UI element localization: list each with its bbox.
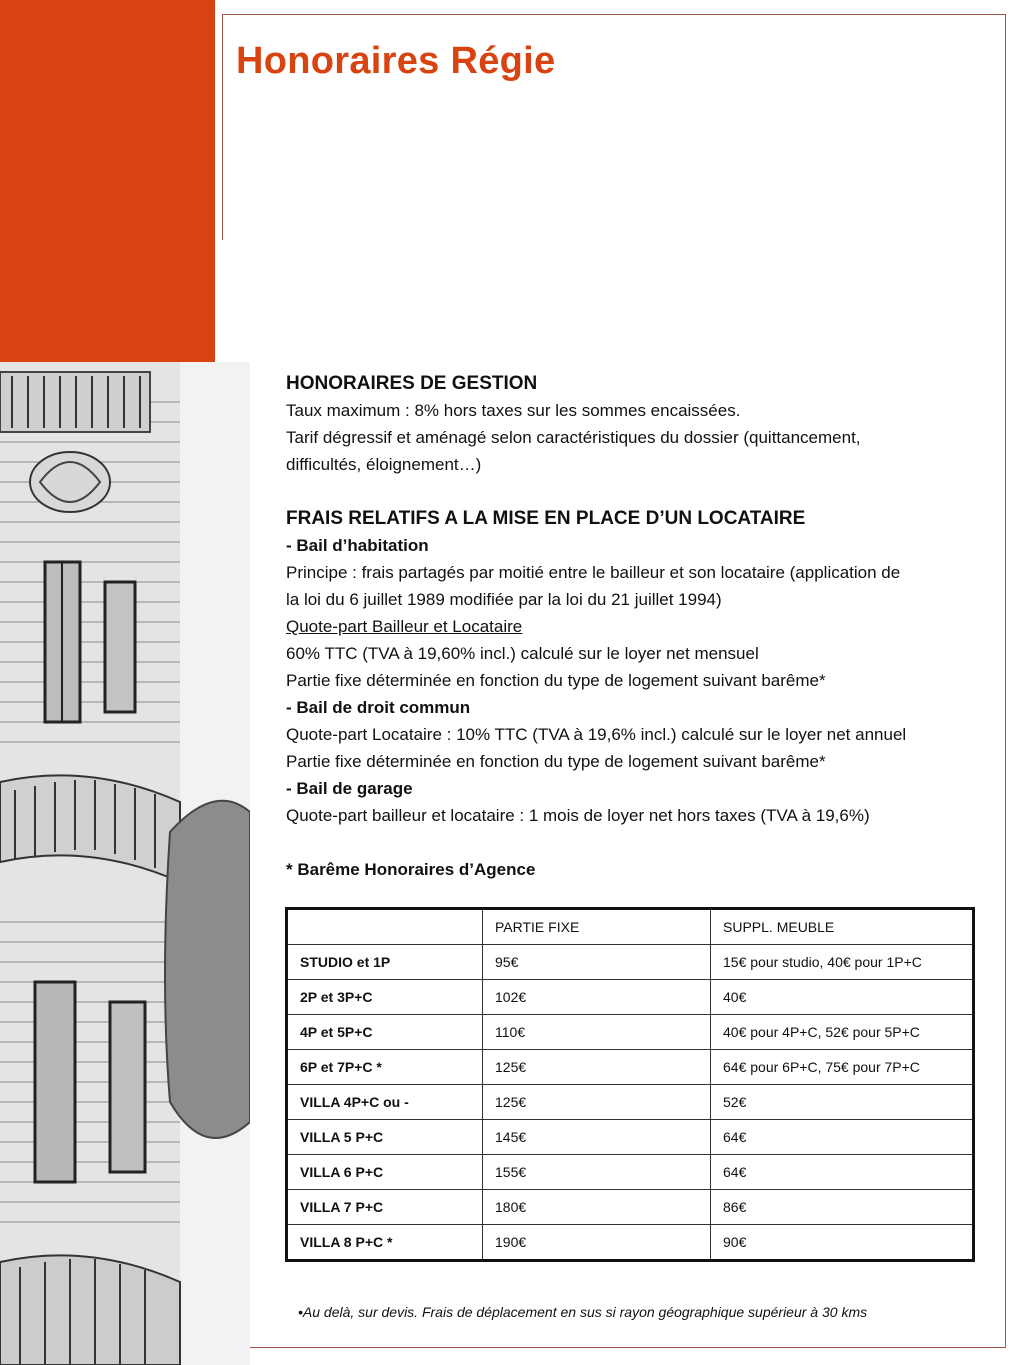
subheading-bail-habitation: - Bail d’habitation bbox=[286, 536, 429, 555]
spacer bbox=[286, 478, 986, 505]
droit-commun-ttc: Quote-part Locataire : 10% TTC (TVA à 19,6% incl.) calculé sur le loyer net annuel bbox=[286, 725, 907, 744]
row-label: 2P et 3P+C bbox=[287, 980, 483, 1015]
habitation-principe: Principe : frais partagés par moitié entre le bailleur et son locataire (application de bbox=[286, 563, 901, 582]
table-row bbox=[287, 1015, 974, 1050]
partie-fixe-cell: 180€ bbox=[483, 1190, 711, 1225]
page-title: Honoraires Régie bbox=[236, 40, 556, 82]
suppl-meuble-cell: 64€ bbox=[711, 1120, 974, 1155]
row-label: VILLA 7 P+C bbox=[287, 1190, 483, 1225]
section-heading-locataire: FRAIS RELATIFS A LA MISE EN PLACE D’UN LOCATAIRE bbox=[286, 508, 806, 529]
habitation-ttc: 60% TTC (TVA à 19,60% incl.) calculé sur le loyer net mensuel bbox=[286, 644, 759, 663]
partie-fixe-cell: 110€ bbox=[483, 1015, 711, 1050]
gestion-line: difficultés, éloignement…) bbox=[286, 455, 482, 474]
subheading-bail-droit-commun: - Bail de droit commun bbox=[286, 698, 471, 717]
table-row bbox=[287, 1120, 974, 1155]
table-header-cell: PARTIE FIXE bbox=[483, 909, 711, 945]
droit-commun-fixe: Partie fixe déterminée en fonction du type de logement suivant barême* bbox=[286, 752, 826, 771]
bareme-title: * Barême Honoraires d’Agence bbox=[286, 860, 536, 879]
frame-line-top bbox=[222, 14, 1006, 15]
partie-fixe-cell: 155€ bbox=[483, 1155, 711, 1190]
table-row bbox=[287, 945, 974, 980]
suppl-meuble-cell: 64€ bbox=[711, 1155, 974, 1190]
row-label: VILLA 8 P+C * bbox=[287, 1225, 483, 1261]
suppl-meuble-cell: 52€ bbox=[711, 1085, 974, 1120]
table-row bbox=[287, 1155, 974, 1190]
frame-line-left bbox=[222, 14, 223, 240]
row-label: 6P et 7P+C * bbox=[287, 1050, 483, 1085]
partie-fixe-cell: 190€ bbox=[483, 1225, 711, 1261]
subheading-bail-garage: - Bail de garage bbox=[286, 779, 413, 798]
section-heading-gestion: HONORAIRES DE GESTION bbox=[286, 373, 538, 394]
habitation-fixe: Partie fixe déterminée en fonction du type de logement suivant barême* bbox=[286, 671, 826, 690]
partie-fixe-cell: 102€ bbox=[483, 980, 711, 1015]
table-header-row bbox=[287, 909, 974, 945]
gestion-line: Taux maximum : 8% hors taxes sur les sommes encaissées. bbox=[286, 401, 741, 420]
partie-fixe-cell: 125€ bbox=[483, 1085, 711, 1120]
content-body bbox=[286, 370, 986, 883]
gestion-line: Tarif dégressif et aménagé selon caractéristiques du dossier (quittancement, bbox=[286, 428, 861, 447]
table-row bbox=[287, 1085, 974, 1120]
frame-line-right bbox=[1005, 14, 1006, 1348]
row-label: VILLA 5 P+C bbox=[287, 1120, 483, 1155]
quote-part-title: Quote-part Bailleur et Locataire bbox=[286, 617, 523, 636]
row-label: STUDIO et 1P bbox=[287, 945, 483, 980]
suppl-meuble-cell: 64€ pour 6P+C, 75€ pour 7P+C bbox=[711, 1050, 974, 1085]
partie-fixe-cell: 95€ bbox=[483, 945, 711, 980]
table-row bbox=[287, 1225, 974, 1261]
spacer bbox=[286, 829, 986, 856]
footnote: •Au delà, sur devis. Frais de déplacement en sus si rayon géographique supérieur à 30 kms bbox=[298, 1304, 868, 1320]
frame-line-bottom bbox=[250, 1347, 1006, 1348]
habitation-principe: la loi du 6 juillet 1989 modifiée par la loi du 21 juillet 1994) bbox=[286, 590, 722, 609]
suppl-meuble-cell: 15€ pour studio, 40€ pour 1P+C bbox=[711, 945, 974, 980]
row-label: VILLA 6 P+C bbox=[287, 1155, 483, 1190]
suppl-meuble-cell: 90€ bbox=[711, 1225, 974, 1261]
row-label: VILLA 4P+C ou - bbox=[287, 1085, 483, 1120]
suppl-meuble-cell: 40€ bbox=[711, 980, 974, 1015]
table-header-cell bbox=[287, 909, 483, 945]
table-row bbox=[287, 1050, 974, 1085]
table-row bbox=[287, 1190, 974, 1225]
partie-fixe-cell: 145€ bbox=[483, 1120, 711, 1155]
orange-accent-block bbox=[0, 0, 215, 362]
suppl-meuble-cell: 40€ pour 4P+C, 52€ pour 5P+C bbox=[711, 1015, 974, 1050]
partie-fixe-cell: 125€ bbox=[483, 1050, 711, 1085]
building-facade-illustration bbox=[0, 362, 250, 1365]
table-row bbox=[287, 980, 974, 1015]
garage-line: Quote-part bailleur et locataire : 1 mois de loyer net hors taxes (TVA à 19,6%) bbox=[286, 806, 870, 825]
suppl-meuble-cell: 86€ bbox=[711, 1190, 974, 1225]
table-header-cell: SUPPL. MEUBLE bbox=[711, 909, 974, 945]
row-label: 4P et 5P+C bbox=[287, 1015, 483, 1050]
bareme-table bbox=[285, 907, 975, 1262]
